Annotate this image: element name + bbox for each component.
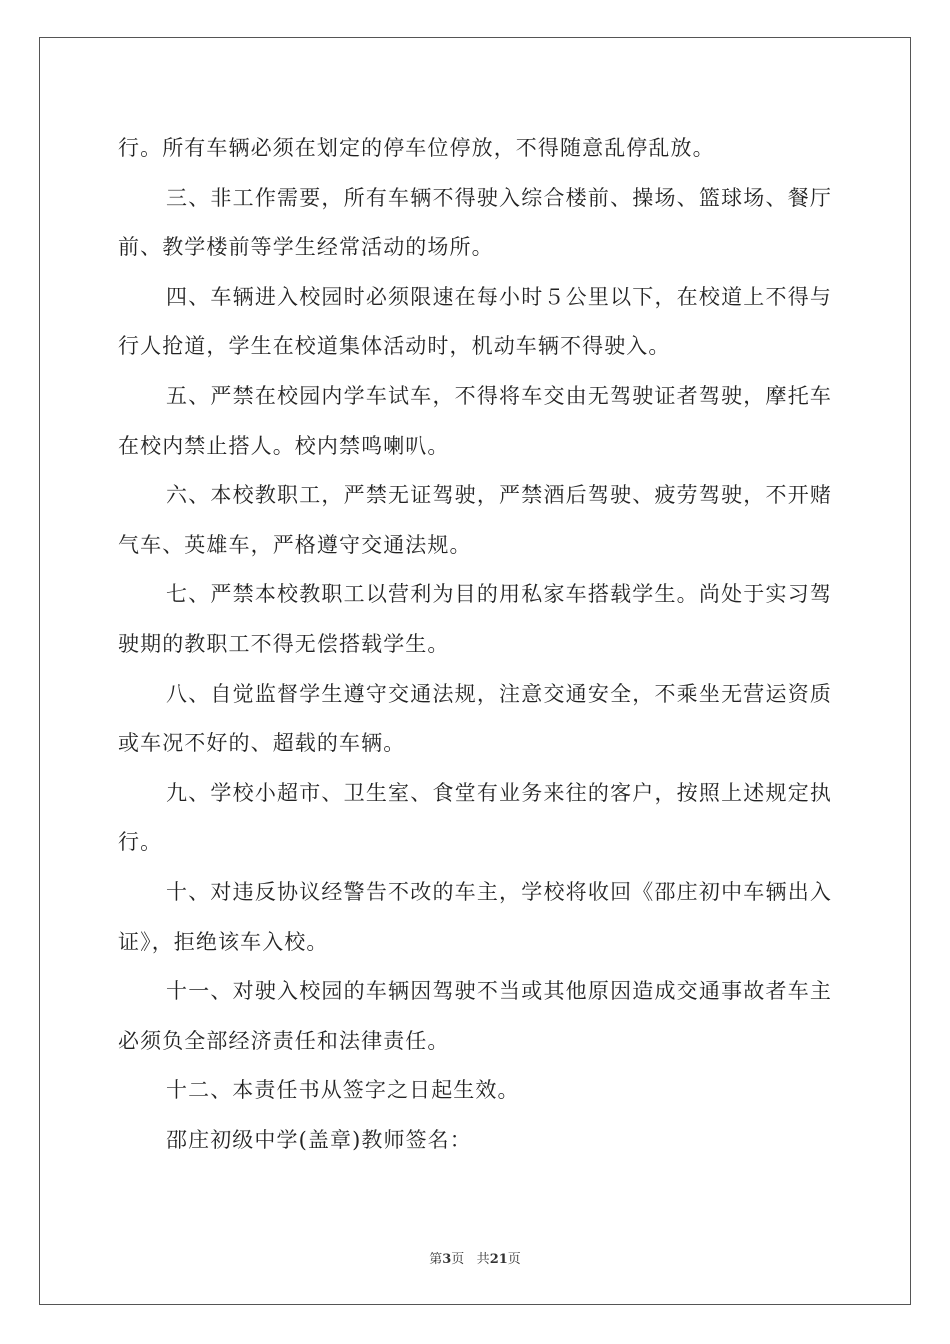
paragraph: 九、学校小超市、卫生室、食堂有业务来往的客户，按照上述规定执行。: [118, 780, 832, 855]
paragraph: 行。所有车辆必须在划定的停车位停放，不得随意乱停乱放。: [118, 136, 715, 160]
paragraph: 四、车辆进入校园时必须限速在每小时５公里以下，在校道上不得与行人抢道，学生在校道集体活动时，机动车辆不得驶入。: [118, 284, 832, 359]
paragraph: 三、非工作需要，所有车辆不得驶入综合楼前、操场、篮球场、餐厅前、教学楼前等学生经常活动的场所。: [118, 185, 832, 260]
paragraph: 六、本校教职工，严禁无证驾驶，严禁酒后驾驶、疲劳驾驶，不开赌气车、英雄车，严格遵守交通法规。: [118, 483, 832, 557]
signature-line: 邵庄初级中学(盖章)教师签名：: [166, 1127, 472, 1152]
total-pages: 21: [489, 1252, 508, 1267]
paragraph: 八、自觉监督学生遵守交通法规，注意交通安全，不乘坐无营运资质或车况不好的、超载的车辆。: [118, 681, 832, 756]
paragraph: 五、严禁在校园内学车试车，不得将车交由无驾驶证者驾驶，摩托车在校内禁止搭人。校内禁鸣喇叭。: [118, 383, 832, 458]
total-suffix: 页: [507, 1252, 521, 1267]
paragraph: 七、严禁本校教职工以营利为目的用私家车搭载学生。尚处于实习驾驶期的教职工不得无偿搭载学生。: [118, 582, 832, 656]
total-prefix: 共: [476, 1252, 490, 1267]
page-suffix: 页: [451, 1252, 465, 1267]
paragraph: 十二、本责任书从签字之日起生效。: [166, 1078, 520, 1103]
document-body: [118, 124, 832, 1165]
page-number: 3: [442, 1252, 452, 1267]
paragraph: 十、对违反协议经警告不改的车主，学校将收回《邵庄初中车辆出入证》，拒绝该车入校。: [118, 879, 832, 954]
paragraph: 十一、对驶入校园的车辆因驾驶不当或其他原因造成交通事故者车主必须负全部经济责任和法律责任。: [118, 979, 832, 1053]
page-footer: [0, 1248, 950, 1267]
page-prefix: 第: [429, 1252, 443, 1267]
